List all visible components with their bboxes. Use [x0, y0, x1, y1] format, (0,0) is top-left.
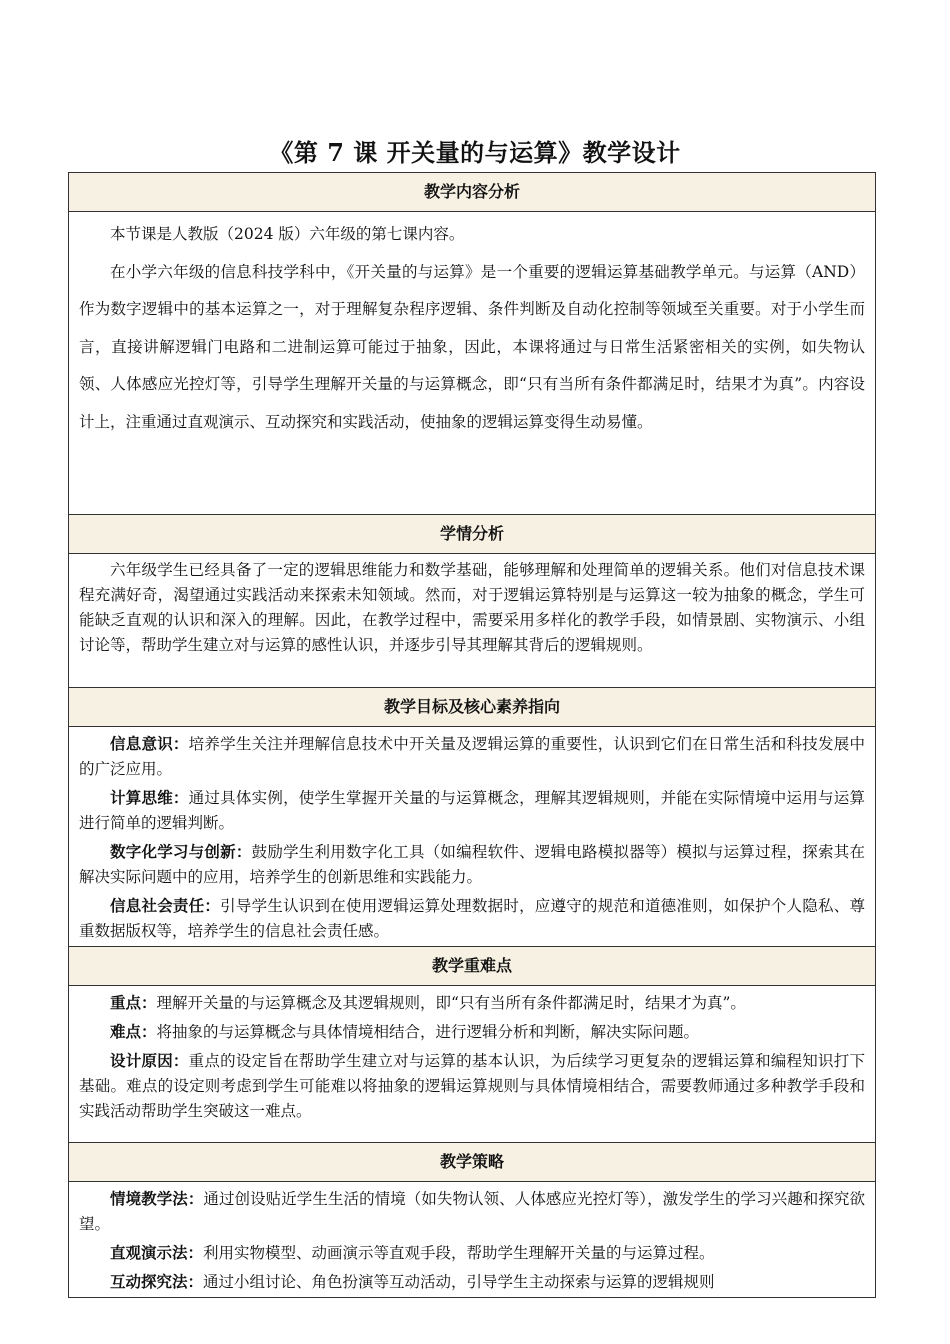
objective-text: 引导学生认识到在使用逻辑运算处理数据时，应遵守的规范和道德准则，如保护个人隐私、尊重数据版权等，培养学生的信息社会责任感。: [79, 897, 865, 940]
objective-item: [79, 785, 865, 836]
section-heading-objectives: 教学目标及核心素养指向: [69, 688, 876, 727]
objective-text: 通过具体实例，使学生掌握开关量的与运算概念，理解其逻辑规则，并能在实际情境中运用与运算进行简单的逻辑判断。: [79, 789, 865, 832]
document-title: 《第 7 课 开关量的与运算》教学设计: [269, 138, 681, 167]
objective-item: [79, 839, 865, 890]
strategy-text: 通过小组讨论、角色扮演等互动活动，引导学生主动探索与运算的逻辑规则: [203, 1273, 715, 1291]
strategy-label: 直观演示法：: [110, 1243, 204, 1262]
section-body-strategy: [69, 1182, 876, 1298]
strategy-item: [79, 1269, 865, 1295]
objective-label: 信息社会责任：: [110, 896, 221, 915]
key-point-text: 理解开关量的与运算概念及其逻辑规则，即“只有当所有条件都满足时，结果才为真”。: [156, 994, 746, 1012]
strategy-item: [79, 1186, 865, 1237]
strategy-label: 情境教学法：: [110, 1189, 204, 1208]
objective-item: [79, 731, 865, 782]
section-heading-student-analysis: 学情分析: [69, 515, 876, 554]
section-body-key-points: [69, 986, 876, 1143]
key-point-item: [79, 1048, 865, 1124]
paragraph: 六年级学生已经具备了一定的逻辑思维能力和数学基础，能够理解和处理简单的逻辑关系。他们对信息技术课程充满好奇，渴望通过实践活动来探索未知领域。然而，对于逻辑运算特别是与运算这一较为抽象的概念，学生可能缺乏直观的认识和深入的理解。因此，在教学过程中，需要采用多样化的教学手段，如情景剧、实物演示、小组讨论等，帮助学生建立对与运算的感性认识，并逐步引导其理解其背后的逻辑规则。: [79, 561, 865, 654]
section-body-objectives: [69, 727, 876, 947]
objective-text: 鼓励学生利用数字化工具（如编程软件、逻辑电路模拟器等）模拟与运算过程，探索其在解决实际问题中的应用，培养学生的创新思维和实践能力。: [79, 843, 865, 886]
strategy-text: 利用实物模型、动画演示等直观手段，帮助学生理解开关量的与运算过程。: [203, 1244, 715, 1262]
section-heading-content-analysis: 教学内容分析: [69, 173, 876, 212]
section-body-student-analysis: [69, 554, 876, 688]
strategy-text: 通过创设贴近学生生活的情境（如失物认领、人体感应光控灯等），激发学生的学习兴趣和探究欲望。: [79, 1190, 865, 1233]
key-point-text: 重点的设定旨在帮助学生建立对与运算的基本认识，为后续学习更复杂的逻辑运算和编程知识打下基础。难点的设定则考虑到学生可能难以将抽象的逻辑运算规则与具体情境相结合，需要教师通过多种教学手段和实践活动帮助学生突破这一难点。: [79, 1052, 865, 1120]
paragraph: 在小学六年级的信息科技学科中，《开关量的与运算》是一个重要的逻辑运算基础教学单元。与运算（AND）作为数字逻辑中的基本运算之一，对于理解复杂程序逻辑、条件判断及自动化控制等领域至关重要。对于小学生而言，直接讲解逻辑门电路和二进制运算可能过于抽象，因此，本课将通过与日常生活紧密相关的实例，如失物认领、人体感应光控灯等，引导学生理解开关量的与运算概念，即“只有当所有条件都满足时，结果才为真”。内容设计上，注重通过直观演示、互动探究和实践活动，使抽象的逻辑运算变得生动易懂。: [79, 262, 865, 431]
strategy-item: [79, 1240, 865, 1266]
objective-label: 计算思维：: [110, 788, 189, 807]
strategy-label: 互动探究法：: [110, 1272, 204, 1291]
key-point-label: 设计原因：: [110, 1051, 189, 1070]
key-point-item: [79, 1019, 865, 1045]
key-point-text: 将抽象的与运算概念与具体情境相结合，进行逻辑分析和判断，解决实际问题。: [156, 1023, 700, 1041]
section-body-content-analysis: [69, 212, 876, 515]
objective-label: 信息意识：: [110, 734, 189, 753]
objective-item: [79, 893, 865, 944]
lesson-plan-table: [68, 172, 876, 1298]
objective-label: 数字化学习与创新：: [110, 842, 252, 861]
section-heading-key-points: 教学重难点: [69, 947, 876, 986]
key-point-item: [79, 990, 865, 1016]
section-heading-strategy: 教学策略: [69, 1143, 876, 1182]
paragraph: 本节课是人教版（2024 版）六年级的第七课内容。: [110, 225, 465, 243]
key-point-label: 难点：: [110, 1022, 157, 1041]
key-point-label: 重点：: [110, 993, 157, 1012]
objective-text: 培养学生关注并理解信息技术中开关量及逻辑运算的重要性，认识到它们在日常生活和科技发展中的广泛应用。: [79, 735, 865, 778]
